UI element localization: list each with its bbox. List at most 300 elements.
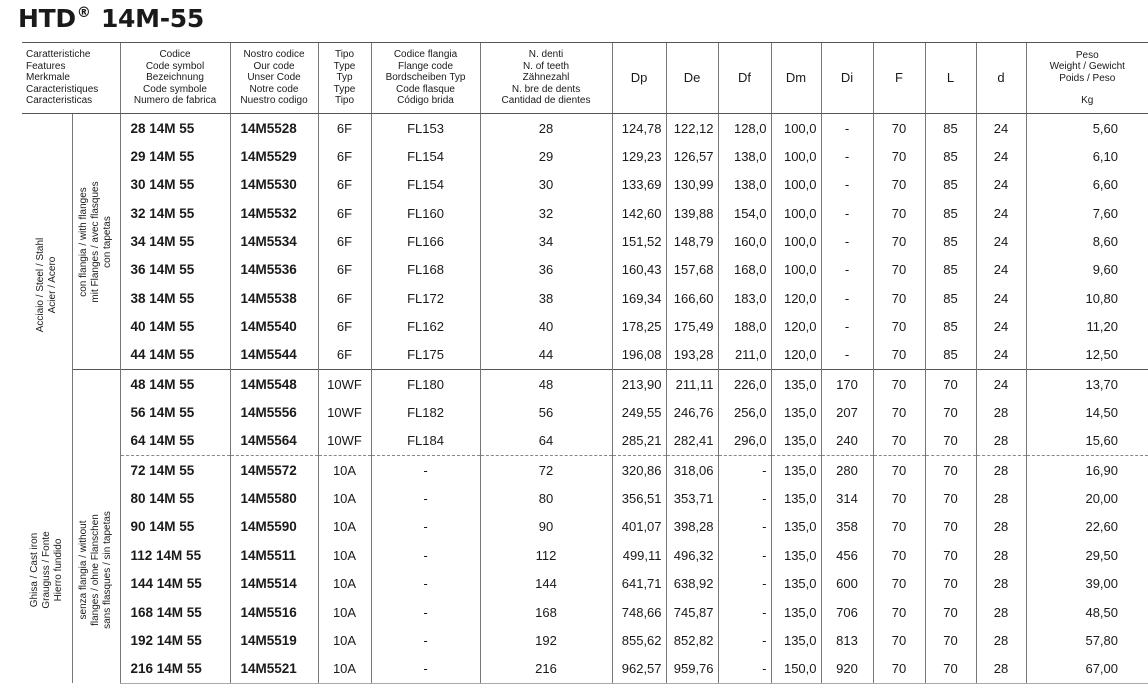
- d-cell: 24: [976, 227, 1026, 255]
- type-cell: 6F: [318, 256, 371, 284]
- di-cell: 706: [821, 598, 873, 626]
- table-body: [22, 114, 1148, 684]
- dp-cell: 178,25: [612, 312, 666, 340]
- table-row: [22, 171, 1148, 199]
- material-group-steel-label: [35, 238, 59, 333]
- dp-cell: 855,62: [612, 626, 666, 654]
- di-cell: -: [821, 284, 873, 312]
- our-code-cell: 14M5544: [230, 341, 318, 370]
- de-cell: 175,49: [666, 312, 718, 340]
- code-cell: 64 14M 55: [120, 427, 230, 456]
- de-cell: 157,68: [666, 256, 718, 284]
- teeth-cell: 144: [480, 570, 612, 598]
- d-cell: 28: [976, 513, 1026, 541]
- l-cell: 70: [925, 655, 976, 684]
- flange-code-cell: FL154: [371, 142, 480, 170]
- type-cell: 10WF: [318, 427, 371, 456]
- flange-code-cell: FL153: [371, 114, 480, 143]
- d-cell: 24: [976, 256, 1026, 284]
- header-flange-code: [371, 43, 480, 114]
- di-cell: 920: [821, 655, 873, 684]
- table-row: [22, 341, 1148, 370]
- dm-cell: 135,0: [771, 513, 821, 541]
- code-cell: 80 14M 55: [120, 484, 230, 512]
- d-cell: 28: [976, 541, 1026, 569]
- flange-group-without-label: [78, 511, 114, 629]
- table-row: [22, 541, 1148, 569]
- teeth-cell: 40: [480, 312, 612, 340]
- l-cell: 85: [925, 199, 976, 227]
- weight-cell: 9,60: [1026, 256, 1148, 284]
- code-cell: 112 14M 55: [120, 541, 230, 569]
- di-cell: -: [821, 142, 873, 170]
- our-code-cell: 14M5534: [230, 227, 318, 255]
- title-model: 14M-55: [100, 4, 204, 33]
- f-cell: 70: [873, 541, 925, 569]
- flange-code-cell: FL160: [371, 199, 480, 227]
- di-cell: 207: [821, 398, 873, 426]
- l-cell: 85: [925, 341, 976, 370]
- d-cell: 24: [976, 114, 1026, 143]
- df-cell: 128,0: [718, 114, 771, 143]
- di-cell: -: [821, 199, 873, 227]
- header-line: Codice flangia: [393, 49, 458, 61]
- df-cell: 183,0: [718, 284, 771, 312]
- flange-group-with: [72, 114, 120, 370]
- flange-group-without: [72, 456, 120, 684]
- dp-cell: 641,71: [612, 570, 666, 598]
- l-cell: 70: [925, 427, 976, 456]
- header-line: Nostro codice: [243, 49, 305, 61]
- de-cell: 318,06: [666, 456, 718, 485]
- di-cell: -: [821, 341, 873, 370]
- dp-cell: 356,51: [612, 484, 666, 512]
- dm-cell: 100,0: [771, 256, 821, 284]
- di-cell: -: [821, 171, 873, 199]
- table-row: [22, 655, 1148, 684]
- code-cell: 38 14M 55: [120, 284, 230, 312]
- header-line: Codice: [159, 49, 191, 61]
- table-row: [22, 626, 1148, 654]
- our-code-cell: 14M5529: [230, 142, 318, 170]
- teeth-cell: 80: [480, 484, 612, 512]
- header-line: Código brida: [397, 95, 454, 107]
- our-code-cell: 14M5548: [230, 370, 318, 399]
- page-title: [18, 4, 204, 33]
- di-cell: 813: [821, 626, 873, 654]
- header-line: Weight / Gewicht: [1049, 61, 1125, 72]
- group-label-line: Ghisa / Cast iron: [28, 532, 40, 607]
- de-cell: 211,11: [666, 370, 718, 399]
- flange-code-cell: -: [371, 484, 480, 512]
- header-f: F: [873, 43, 925, 114]
- weight-cell: 7,60: [1026, 199, 1148, 227]
- header-line: Our code: [253, 60, 295, 72]
- header-line: Caracteristicas: [26, 95, 93, 107]
- type-cell: 10A: [318, 570, 371, 598]
- di-cell: -: [821, 227, 873, 255]
- our-code-cell: 14M5536: [230, 256, 318, 284]
- code-cell: 168 14M 55: [120, 598, 230, 626]
- weight-cell: 22,60: [1026, 513, 1148, 541]
- flange-code-cell: FL162: [371, 312, 480, 340]
- group-label-line: senza flangia / without: [78, 520, 89, 619]
- teeth-cell: 30: [480, 171, 612, 199]
- de-cell: 745,87: [666, 598, 718, 626]
- teeth-cell: 28: [480, 114, 612, 143]
- group-label-line: flanges / ohne Flanschen: [90, 513, 101, 626]
- header-line: Caratteristiche: [26, 49, 91, 61]
- table-row: [22, 398, 1148, 426]
- header-row: [22, 43, 1148, 114]
- code-cell: 72 14M 55: [120, 456, 230, 485]
- type-cell: 10A: [318, 626, 371, 654]
- dp-cell: 249,55: [612, 398, 666, 426]
- code-cell: 216 14M 55: [120, 655, 230, 684]
- registered-mark: ®: [76, 5, 91, 21]
- df-cell: -: [718, 598, 771, 626]
- code-cell: 29 14M 55: [120, 142, 230, 170]
- weight-cell: 10,80: [1026, 284, 1148, 312]
- our-code-cell: 14M5519: [230, 626, 318, 654]
- table-row: [22, 199, 1148, 227]
- teeth-cell: 216: [480, 655, 612, 684]
- type-cell: 10A: [318, 513, 371, 541]
- df-cell: -: [718, 655, 771, 684]
- f-cell: 70: [873, 171, 925, 199]
- our-code-cell: 14M5521: [230, 655, 318, 684]
- weight-cell: 8,60: [1026, 227, 1148, 255]
- teeth-cell: 90: [480, 513, 612, 541]
- dm-cell: 135,0: [771, 370, 821, 399]
- l-cell: 85: [925, 171, 976, 199]
- header-line: Numero de fabrica: [133, 95, 217, 107]
- teeth-cell: 44: [480, 341, 612, 370]
- type-cell: 10A: [318, 456, 371, 485]
- de-cell: 148,79: [666, 227, 718, 255]
- code-cell: 30 14M 55: [120, 171, 230, 199]
- d-cell: 28: [976, 398, 1026, 426]
- dp-cell: 748,66: [612, 598, 666, 626]
- teeth-cell: 168: [480, 598, 612, 626]
- df-cell: 138,0: [718, 142, 771, 170]
- header-our-code: [230, 43, 318, 114]
- teeth-cell: 36: [480, 256, 612, 284]
- dm-cell: 100,0: [771, 227, 821, 255]
- group-label-line: Hierro fundido: [52, 538, 64, 601]
- flange-code-cell: FL182: [371, 398, 480, 426]
- f-cell: 70: [873, 513, 925, 541]
- dp-cell: 499,11: [612, 541, 666, 569]
- l-cell: 70: [925, 398, 976, 426]
- de-cell: 959,76: [666, 655, 718, 684]
- header-line: Merkmale: [26, 72, 70, 84]
- header-line: N. bre de dents: [511, 83, 581, 95]
- flange-code-cell: FL184: [371, 427, 480, 456]
- group-label-line: Acier / Acero: [46, 256, 58, 314]
- flange-code-cell: -: [371, 513, 480, 541]
- header-line: Code symbol: [145, 60, 205, 72]
- df-cell: 160,0: [718, 227, 771, 255]
- teeth-cell: 38: [480, 284, 612, 312]
- dp-cell: 285,21: [612, 427, 666, 456]
- d-cell: 24: [976, 199, 1026, 227]
- dp-cell: 142,60: [612, 199, 666, 227]
- type-cell: 10WF: [318, 398, 371, 426]
- type-cell: 6F: [318, 171, 371, 199]
- df-cell: 138,0: [718, 171, 771, 199]
- header-dm: Dm: [771, 43, 821, 114]
- teeth-cell: 192: [480, 626, 612, 654]
- our-code-cell: 14M5538: [230, 284, 318, 312]
- our-code-cell: 14M5572: [230, 456, 318, 485]
- d-cell: 24: [976, 284, 1026, 312]
- de-cell: 852,82: [666, 626, 718, 654]
- table-row: [22, 427, 1148, 456]
- f-cell: 70: [873, 370, 925, 399]
- header-weight: [1026, 43, 1148, 114]
- our-code-cell: 14M5564: [230, 427, 318, 456]
- header-line: Type: [333, 60, 356, 72]
- code-cell: 90 14M 55: [120, 513, 230, 541]
- f-cell: 70: [873, 312, 925, 340]
- teeth-cell: 34: [480, 227, 612, 255]
- header-line: Zähnezahl: [522, 72, 570, 84]
- de-cell: 126,57: [666, 142, 718, 170]
- header-line: Code symbole: [143, 83, 207, 95]
- header-line: Caracteristiques: [26, 83, 99, 95]
- header-line: Type: [333, 83, 356, 95]
- type-cell: 6F: [318, 199, 371, 227]
- f-cell: 70: [873, 456, 925, 485]
- type-cell: 6F: [318, 114, 371, 143]
- df-cell: 296,0: [718, 427, 771, 456]
- material-group-steel: [22, 114, 72, 456]
- type-cell: 6F: [318, 312, 371, 340]
- d-cell: 28: [976, 484, 1026, 512]
- weight-cell: 67,00: [1026, 655, 1148, 684]
- header-line: Features: [26, 60, 66, 72]
- de-cell: 282,41: [666, 427, 718, 456]
- dm-cell: 135,0: [771, 626, 821, 654]
- d-cell: 24: [976, 341, 1026, 370]
- de-cell: 130,99: [666, 171, 718, 199]
- f-cell: 70: [873, 114, 925, 143]
- our-code-cell: 14M5540: [230, 312, 318, 340]
- type-cell: 6F: [318, 341, 371, 370]
- group-label-line: con flangia / with flanges: [78, 186, 89, 297]
- flange-code-cell: -: [371, 570, 480, 598]
- d-cell: 24: [976, 171, 1026, 199]
- di-cell: 240: [821, 427, 873, 456]
- df-cell: -: [718, 541, 771, 569]
- header-line: Flange code: [397, 60, 454, 72]
- f-cell: 70: [873, 484, 925, 512]
- flange-code-cell: FL154: [371, 171, 480, 199]
- de-cell: 353,71: [666, 484, 718, 512]
- type-cell: 10A: [318, 541, 371, 569]
- l-cell: 70: [925, 541, 976, 569]
- header-line: Code flasque: [396, 83, 455, 95]
- di-cell: -: [821, 312, 873, 340]
- weight-cell: 14,50: [1026, 398, 1148, 426]
- dp-cell: 196,08: [612, 341, 666, 370]
- header-line: Kg: [1081, 95, 1094, 106]
- l-cell: 70: [925, 513, 976, 541]
- header-l: L: [925, 43, 976, 114]
- weight-cell: 39,00: [1026, 570, 1148, 598]
- our-code-cell: 14M5516: [230, 598, 318, 626]
- f-cell: 70: [873, 427, 925, 456]
- weight-cell: 15,60: [1026, 427, 1148, 456]
- group-label-line: Grauguss / Fonte: [40, 530, 52, 609]
- dm-cell: 135,0: [771, 427, 821, 456]
- d-cell: 28: [976, 626, 1026, 654]
- df-cell: -: [718, 513, 771, 541]
- code-cell: 48 14M 55: [120, 370, 230, 399]
- code-cell: 34 14M 55: [120, 227, 230, 255]
- type-cell: 6F: [318, 284, 371, 312]
- dp-cell: 213,90: [612, 370, 666, 399]
- table-row: [22, 484, 1148, 512]
- l-cell: 85: [925, 312, 976, 340]
- dm-cell: 135,0: [771, 598, 821, 626]
- f-cell: 70: [873, 227, 925, 255]
- f-cell: 70: [873, 398, 925, 426]
- dm-cell: 135,0: [771, 541, 821, 569]
- l-cell: 85: [925, 256, 976, 284]
- de-cell: 246,76: [666, 398, 718, 426]
- group-label-line: sans flasques / sin tapetas: [102, 510, 113, 629]
- di-cell: -: [821, 256, 873, 284]
- de-cell: 398,28: [666, 513, 718, 541]
- flange-code-cell: FL168: [371, 256, 480, 284]
- type-cell: 10A: [318, 484, 371, 512]
- code-cell: 32 14M 55: [120, 199, 230, 227]
- flange-code-cell: FL175: [371, 341, 480, 370]
- header-line: Poids / Peso: [1059, 72, 1116, 84]
- di-cell: 600: [821, 570, 873, 598]
- l-cell: 85: [925, 114, 976, 143]
- teeth-cell: 64: [480, 427, 612, 456]
- table-row: [22, 598, 1148, 626]
- d-cell: 24: [976, 312, 1026, 340]
- dp-cell: 962,57: [612, 655, 666, 684]
- our-code-cell: 14M5590: [230, 513, 318, 541]
- dp-cell: 133,69: [612, 171, 666, 199]
- flange-code-cell: -: [371, 541, 480, 569]
- type-cell: 6F: [318, 227, 371, 255]
- df-cell: 154,0: [718, 199, 771, 227]
- header-line: Bordscheiben Typ: [385, 72, 466, 84]
- weight-cell: 29,50: [1026, 541, 1148, 569]
- f-cell: 70: [873, 199, 925, 227]
- our-code-cell: 14M5530: [230, 171, 318, 199]
- di-cell: -: [821, 114, 873, 143]
- our-code-cell: 14M5556: [230, 398, 318, 426]
- weight-cell: 57,80: [1026, 626, 1148, 654]
- code-cell: 28 14M 55: [120, 114, 230, 143]
- dm-cell: 135,0: [771, 456, 821, 485]
- pulley-spec-table: [22, 42, 1148, 684]
- f-cell: 70: [873, 598, 925, 626]
- d-cell: 28: [976, 655, 1026, 684]
- flange-code-cell: -: [371, 598, 480, 626]
- f-cell: 70: [873, 142, 925, 170]
- l-cell: 70: [925, 370, 976, 399]
- material-group-cast-iron-label: [29, 531, 65, 608]
- f-cell: 70: [873, 655, 925, 684]
- table-row: [22, 114, 1148, 143]
- di-cell: 358: [821, 513, 873, 541]
- weight-cell: 5,60: [1026, 114, 1148, 143]
- table-row: [22, 370, 1148, 399]
- dp-cell: 151,52: [612, 227, 666, 255]
- teeth-cell: 112: [480, 541, 612, 569]
- header-code: [120, 43, 230, 114]
- weight-cell: 11,20: [1026, 312, 1148, 340]
- l-cell: 85: [925, 227, 976, 255]
- de-cell: 122,12: [666, 114, 718, 143]
- l-cell: 70: [925, 598, 976, 626]
- header-line: Peso: [1075, 49, 1099, 61]
- type-cell: 10A: [318, 598, 371, 626]
- de-cell: 166,60: [666, 284, 718, 312]
- type-cell: 10WF: [318, 370, 371, 399]
- code-cell: 40 14M 55: [120, 312, 230, 340]
- l-cell: 85: [925, 142, 976, 170]
- de-cell: 638,92: [666, 570, 718, 598]
- our-code-cell: 14M5528: [230, 114, 318, 143]
- d-cell: 28: [976, 570, 1026, 598]
- our-code-cell: 14M5511: [230, 541, 318, 569]
- l-cell: 70: [925, 484, 976, 512]
- de-cell: 139,88: [666, 199, 718, 227]
- di-cell: 456: [821, 541, 873, 569]
- d-cell: 24: [976, 370, 1026, 399]
- title-prefix: HTD: [18, 4, 76, 33]
- our-code-cell: 14M5514: [230, 570, 318, 598]
- flange-code-cell: -: [371, 626, 480, 654]
- dm-cell: 135,0: [771, 484, 821, 512]
- table-row: [22, 570, 1148, 598]
- header-features: [22, 43, 120, 114]
- weight-cell: 16,90: [1026, 456, 1148, 485]
- header-de: De: [666, 43, 718, 114]
- header-line: Nuestro codigo: [240, 95, 308, 107]
- type-cell: 10A: [318, 655, 371, 684]
- d-cell: 28: [976, 456, 1026, 485]
- code-cell: 36 14M 55: [120, 256, 230, 284]
- flange-code-cell: FL180: [371, 370, 480, 399]
- flange-code-cell: FL172: [371, 284, 480, 312]
- df-cell: 256,0: [718, 398, 771, 426]
- header-line: Bezeichnung: [146, 72, 204, 84]
- weight-cell: 13,70: [1026, 370, 1148, 399]
- header-line: N. denti: [528, 49, 564, 61]
- dp-cell: 320,86: [612, 456, 666, 485]
- di-cell: 280: [821, 456, 873, 485]
- flange-code-cell: -: [371, 655, 480, 684]
- dm-cell: 100,0: [771, 142, 821, 170]
- d-cell: 28: [976, 427, 1026, 456]
- table-row: [22, 227, 1148, 255]
- l-cell: 70: [925, 626, 976, 654]
- header-type: [318, 43, 371, 114]
- header-line: Tipo: [334, 95, 355, 107]
- dp-cell: 169,34: [612, 284, 666, 312]
- header-di: Di: [821, 43, 873, 114]
